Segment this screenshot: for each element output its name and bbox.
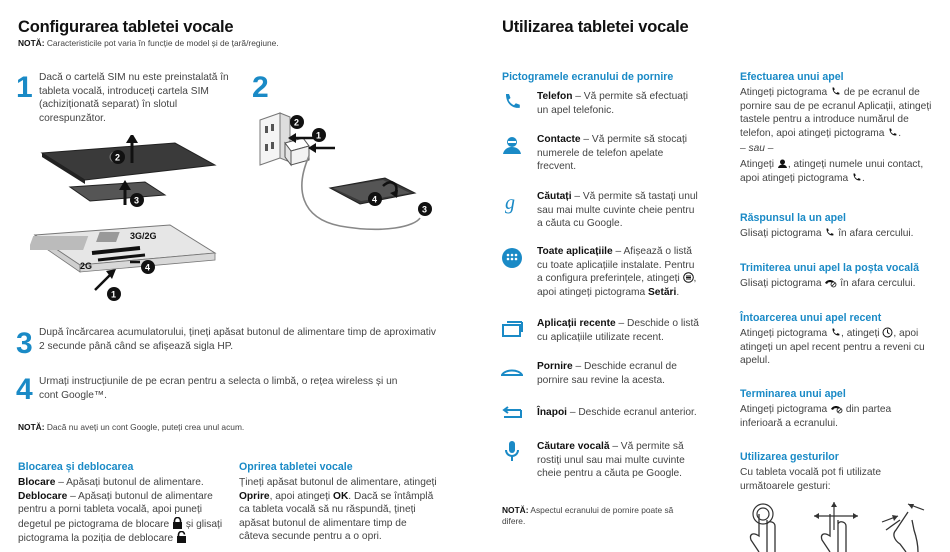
gestures-heading: Utilizarea gesturilor [740,451,839,463]
answer-text-2: în afara cercului. [835,228,914,239]
icon-item-search [537,190,702,231]
call-text-3: . [898,127,902,139]
left-note [18,38,279,48]
step-4-number: 4 [16,373,33,406]
phone-desc: – Vă permite să efectuați un apel telefonic. [537,91,688,116]
all-apps-label: Toate aplicațiile [537,246,613,257]
icon-item-back [537,406,707,420]
recall-text-3: , apoi atingeți un apel recent pentru a reveni cu apelul. [740,328,925,367]
search-desc: – Vă permite să tastați unul sau mai multe cuvinte cheie pentru a căuta cu Google. [537,191,698,230]
note2-label: NOTĂ: [18,422,45,432]
end-text-1: Atingeți pictograma [740,404,831,415]
shutdown-text-2: , apoi atingeți [269,490,334,502]
left-page-title: Configurarea tabletei vocale [18,18,234,36]
all-apps-icon [501,247,523,269]
answer-phone-icon [824,227,835,238]
callout-1 [107,287,121,301]
recent-label: Aplicații recente [537,318,616,329]
icon-item-phone [537,90,702,117]
back-label: Înapoi [537,407,567,418]
recall-heading: Întoarcerea unui apel recent [740,312,882,324]
recall-section [740,327,935,368]
menu-icon [683,272,694,283]
answer-section [740,227,940,241]
call-or: – sau – [740,143,774,155]
pinch-gesture-icon [878,500,930,552]
recent-desc: – Deschide o listă cu aplicațiile utilizate recent. [537,318,699,343]
callout-4 [141,260,155,274]
icon-item-contacts [537,133,702,174]
icon-item-voice [537,440,702,481]
voicemail-text-2: în afara cercului. [837,278,916,289]
step-3-text: După încărcarea acumulatorului, țineți apăsat butonul de alimentare timp de aproximativ 2 secunde până când se afișează sigla HP. [39,327,436,352]
shutdown-section [239,476,439,544]
lock-label: Blocare [18,477,56,488]
back-icon [501,402,523,424]
unlock-label: Deblocare [18,490,68,502]
svg-text:1: 1 [111,289,117,300]
shutdown-bold-oprire: Oprire [239,490,270,502]
all-apps-desc-2: , apoi atingeți pictograma [537,273,697,298]
unlock-icon [176,531,187,543]
call-alt [740,158,935,185]
svg-text:3: 3 [422,204,428,215]
sim-label-2g: 2G [80,261,93,271]
sim-label-3g: 3G/2G [130,231,157,241]
unlock-text-1: – Apăsați butonul de alimentare pentru a porni tableta vocală, apoi puneți degetul pe pictograma de blocare [18,490,213,530]
left-note-2 [18,422,244,432]
svg-text:4: 4 [372,194,378,205]
recall-text-1: Atingeți pictograma [740,328,831,339]
call-text-6: . [862,172,865,184]
voicemail-text-1: Glisați pictograma [740,278,825,289]
end-call-icon [830,403,843,414]
right-page-title: Utilizarea tabletei vocale [502,18,689,36]
phone-inline-icon-3 [851,172,862,183]
call-heading: Efectuarea unui apel [740,71,844,83]
lock-heading: Blocarea și deblocarea [18,461,134,473]
phone-inline-icon-2 [887,127,898,138]
icon-item-home [537,360,702,387]
call-text-5: , atingeți numele unui contact, apoi atingeți pictograma [740,158,924,184]
right-note [502,505,692,527]
callout-1b [312,128,326,142]
voicemail-heading: Trimiterea unui apel la poșta vocală [740,262,919,274]
step-4-text: Urmați instrucțiunile de pe ecran pentru a selecta o limbă, o rețea wireless și un cont Google™. [39,376,398,401]
callout-2b [290,115,304,129]
settings-label: Setări [648,286,677,298]
search-label: Căutați [537,191,572,202]
gestures-text: Cu tableta vocală pot fi utilizate următoarele gesturi: [740,467,882,492]
right-note-label: NOTĂ: [502,505,529,515]
answer-text-1: Glisați pictograma [740,228,825,239]
end-call-section [740,403,935,430]
contacts-label: Contacte [537,134,581,145]
lock-section [18,476,223,546]
callout-4b [368,192,382,206]
icons-heading: Pictogramele ecranului de pornire [502,71,674,83]
phone-icon [501,91,523,113]
svg-text:1: 1 [316,130,322,141]
call-text-1: Atingeți pictograma [740,87,831,98]
recent-apps-icon [501,318,523,340]
phone-inline-icon [830,86,841,97]
svg-text:g: g [505,192,515,214]
back-desc: – Deschide ecranul anterior. [567,407,697,418]
shutdown-text-1: Țineți apăsat butonul de alimentare, atingeți [239,477,437,488]
unlock-text-2: și glisați pictograma la poziția de deblocare [18,518,223,545]
step-3-number: 3 [16,327,33,360]
call-text-4: Atingeți [740,158,777,170]
all-apps-desc-3: . [676,286,680,298]
recall-phone-icon [830,327,841,338]
home-icon [501,360,523,382]
google-search-icon [501,192,523,214]
step-1-text: Dacă o cartelă SIM nu este preinstalată în tableta vocală, introduceți cartela SIM (achiziționată separat) în slotul corespunzător. [39,72,229,124]
shutdown-text-3: . Dacă se întâmplă ca tableta vocală să nu răspundă, țineți apăsat butonul de alimentare timp de câteva secunde pentru a o opri. [239,490,434,543]
home-label: Pornire [537,361,573,372]
voicemail-section [740,277,940,291]
lock-icon [172,517,183,529]
shutdown-bold-ok: OK [333,490,349,502]
note-text: Caracteristicile pot varia în funcție de model și de țară/regiune. [46,38,279,48]
call-section [740,86,935,185]
right-note-text: Aspectul ecranului de pornire poate să difere. [502,505,674,526]
icon-item-all-apps [537,245,702,299]
end-call-heading: Terminarea unui apel [740,388,846,400]
contacts-desc: – Vă permite să stocați numerele de telefon apelate frecvent. [537,134,688,173]
note-label: NOTĂ: [18,38,45,48]
answer-heading: Răspunsul la un apel [740,212,846,224]
svg-text:2: 2 [115,152,121,163]
step-2-number: 2 [252,71,269,104]
recall-text-2: , atingeți [841,328,883,339]
contact-inline-icon [777,158,788,169]
note2-text: Dacă nu aveți un cont Google, puteți crea unul acum. [46,422,245,432]
call-text-2: de pe ecranul de pornire sau de pe ecranul Aplicații, atingeți tastele pentru a introduce numărul de telefon, apoi atingeți pictograma [740,87,932,139]
sim-insertion-illustration [30,135,230,310]
all-apps-desc: – Afișează o listă cu toate aplicațiile instalate. Pentru a configura preferințele, atingeți [537,246,695,285]
phone-label: Telefon [537,91,573,102]
svg-text:2: 2 [294,117,300,128]
voice-label: Căutare vocală [537,441,610,452]
lock-text: – Apăsați butonul de alimentare. [55,477,204,488]
tap-gesture-icon [741,500,791,552]
clock-icon [882,327,893,338]
home-desc: – Deschide ecranul de pornire sau revine la acesta. [537,361,677,386]
callout-2 [111,150,125,164]
end-text-2: din partea inferioară a ecranului. [740,404,892,429]
shutdown-heading: Oprirea tabletei vocale [239,461,353,473]
icon-item-recent [537,317,702,344]
voicemail-icon [824,277,837,288]
charging-illustration [255,108,445,243]
mic-icon [501,440,523,462]
svg-text:4: 4 [145,262,151,273]
contact-icon [501,134,523,156]
callout-3 [130,193,144,207]
drag-gesture-icon [810,500,862,552]
step-1-number: 1 [16,71,33,104]
callout-3b [418,202,432,216]
voice-desc: – Vă permite să rostiți unul sau mai multe cuvinte cheie pentru a căuta pe Google. [537,441,685,480]
svg-text:3: 3 [134,195,140,206]
